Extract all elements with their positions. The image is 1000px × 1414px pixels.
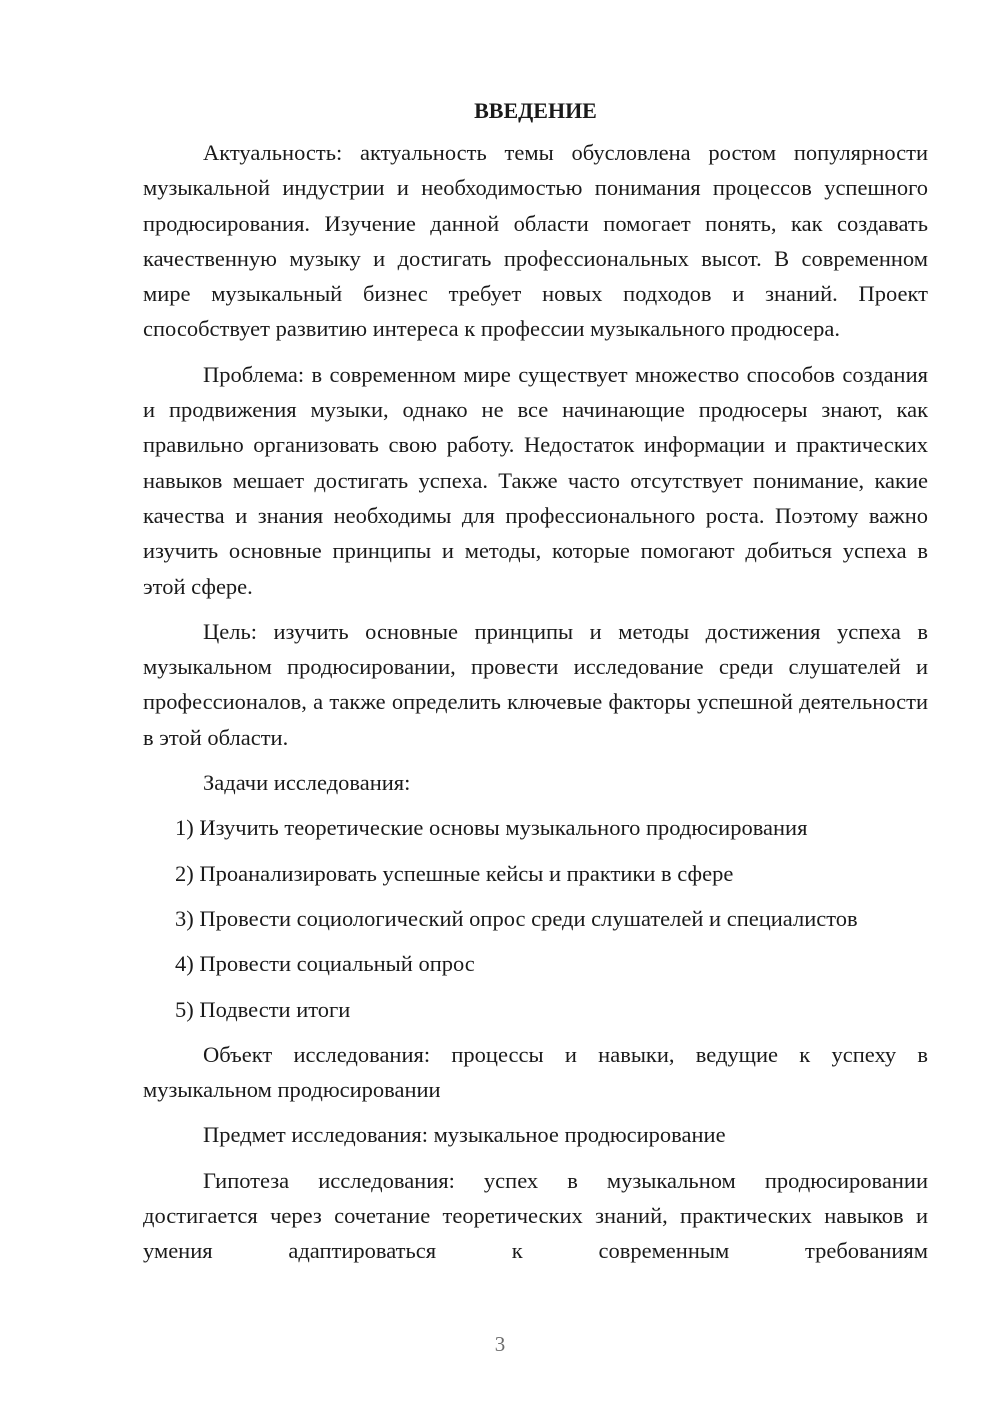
problem-paragraph: Проблема: в современном мире существует множество способов создания и продвижения музыки, однако не все начинающие продюсеры знают, как правильно организовать свою работу. Недостаток информации и практических навыков мешает достигать успеха. Также часто отсутствует понимание, какие качества и знания необходимы для профессионального роста. Поэтому важно изучить основные принципы и методы, которые помогают добиться успеха в этой сфере. [143,361,928,599]
page-number: 3 [494,1332,506,1356]
section-title: ВВЕДЕНИЕ [474,98,597,123]
task-item: 1) Изучить теоретические основы музыкального продюсирования [175,815,808,841]
task-item: 3) Провести социологический опрос среди слушателей и специалистов [175,905,858,931]
subject-paragraph: Предмет исследования: музыкальное продюсирование [203,1122,726,1148]
task-item: 5) Подвести итоги [175,996,351,1022]
task-item: 4) Провести социальный опрос [175,951,475,977]
tasks-heading: Задачи исследования: [203,770,411,796]
task-item: 2) Проанализировать успешные кейсы и практики в сфере [175,860,734,886]
object-paragraph: Объект исследования: процессы и навыки, ведущие к успеху в музыкальном продюсировании [143,1041,928,1103]
goal-paragraph: Цель: изучить основные принципы и методы достижения успеха в музыкальном продюсировании, провести исследование среди слушателей и профессионалов, а также определить ключевые факторы успешной деятельности в этой области. [143,618,928,750]
relevance-paragraph: Актуальность: актуальность темы обусловлена ростом популярности музыкальной индустрии и необходимостью понимания процессов успешного продюсирования. Изучение данной области помогает понять, как создавать качественную музыку и достигать профессиональных высот. В современном мире музыкальный бизнес требует новых подходов и знаний. Проект способствует развитию интереса к профессии музыкального продюсера. [143,140,928,342]
document-page [143,96,928,1279]
tasks-list [143,810,928,1026]
hypothesis-paragraph: Гипотеза исследования: успех в музыкальном продюсировании достигается через сочетание теоретических знаний, практических навыков и умения адаптироваться к современным требованиям [143,1167,928,1264]
